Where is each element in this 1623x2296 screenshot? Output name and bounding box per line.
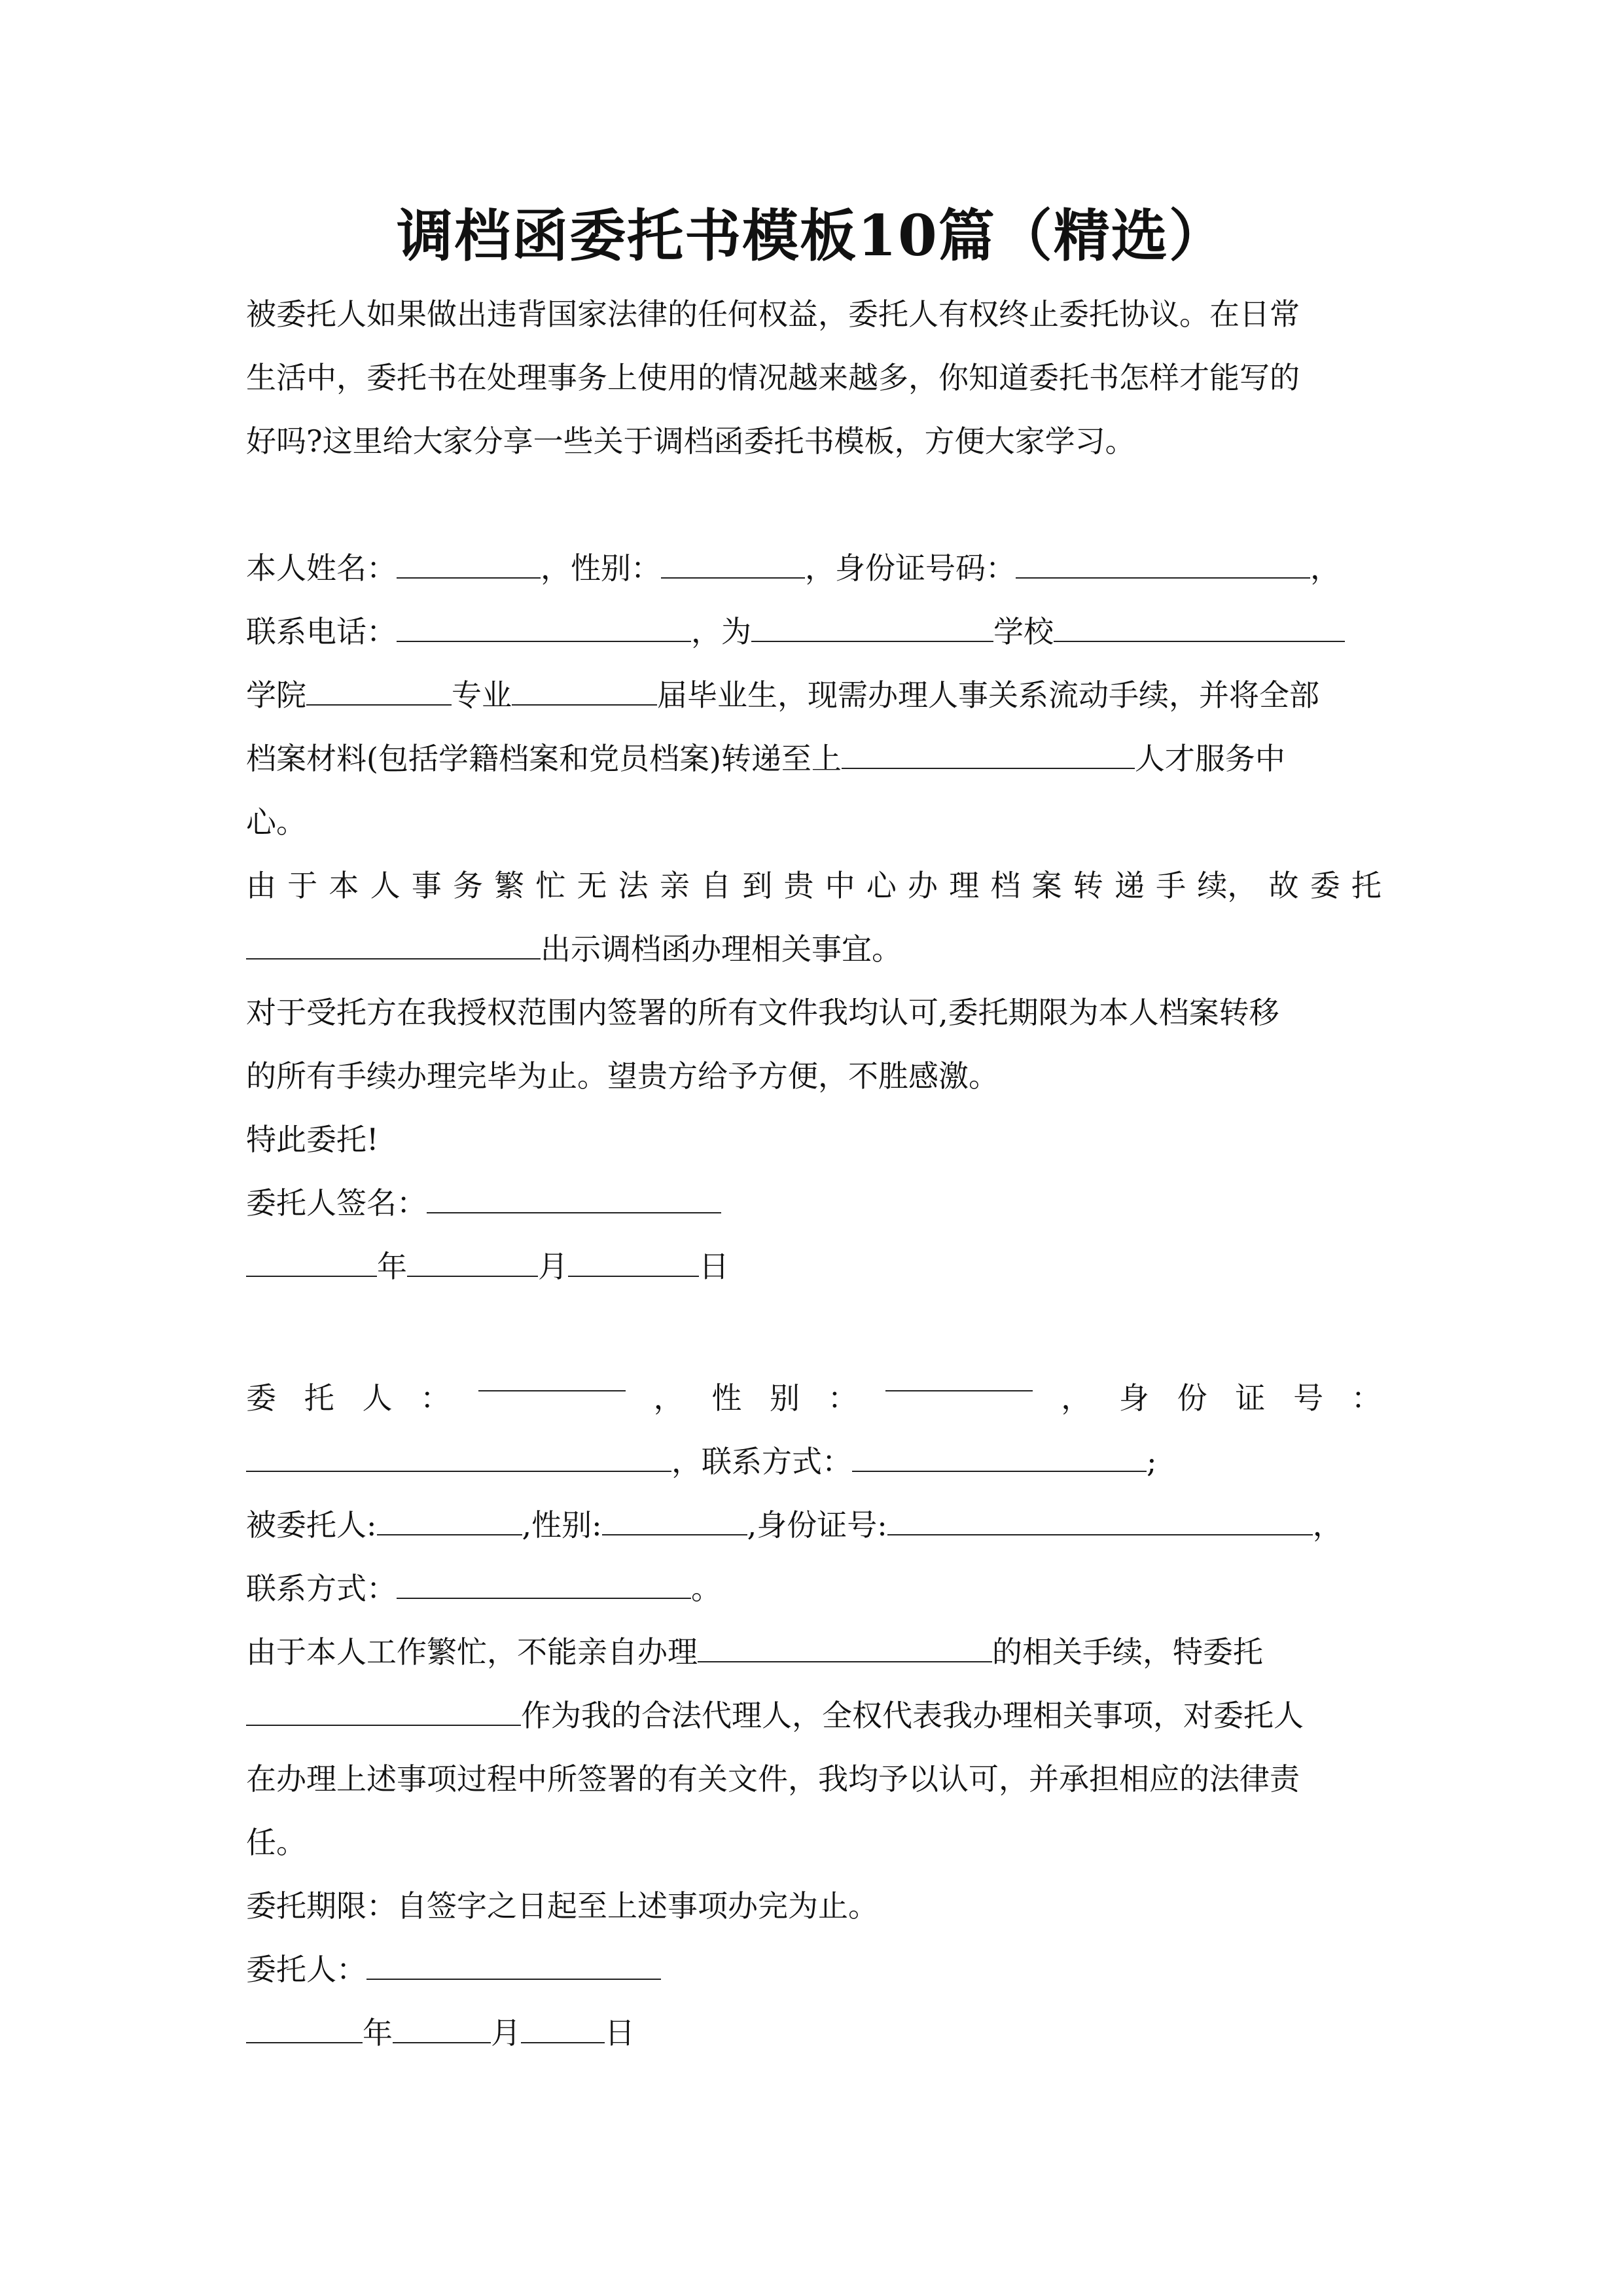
busy-char: 续， (1197, 868, 1258, 903)
client-line-char: ： (827, 1380, 858, 1416)
date-line (246, 1235, 1382, 1299)
college-blank (1054, 617, 1345, 642)
busy-char: 于 (287, 868, 318, 903)
client-line-char: 份 (1177, 1380, 1207, 1416)
contact2-blank (397, 1574, 691, 1599)
school-blank (751, 617, 993, 642)
agent-line (246, 1494, 1382, 1557)
intro-line: 生活中，委托书在处理事务上使用的情况越来越多，你知道委托书怎样才能写的 (246, 360, 1300, 395)
signature-label: 委托人签名： (246, 1185, 427, 1221)
agent-contact-line (246, 1557, 1382, 1621)
agent-id-blank (887, 1511, 1313, 1535)
busy-char: 办 (908, 868, 938, 903)
contact-line (246, 1430, 1382, 1494)
busy-char: 案 (1031, 868, 1062, 903)
busy-line (246, 854, 1382, 918)
archive-text: 档案材料(包括学籍档案和党员档案)转递至上 (246, 741, 842, 776)
busy-char: 法 (618, 868, 649, 903)
responsibility-end-line: 任。 (246, 1825, 306, 1860)
busy-char: 自 (701, 868, 732, 903)
trustee-blank (246, 935, 541, 960)
busy-char: 理 (949, 868, 980, 903)
client-line-char: ： (420, 1380, 451, 1416)
document-title: 调档函委托书模板10篇（精选） (397, 203, 1226, 269)
docs-line: 在办理上述事项过程中所签署的有关文件，我均予以认可，并承担相应的法律责 (246, 1761, 1300, 1797)
agent-blank (246, 1701, 521, 1726)
busy-char: 手 (1156, 868, 1186, 903)
client-line-char: 性 (711, 1380, 742, 1416)
name-label: 本人姓名： (246, 550, 397, 586)
contact-label: ，联系方式： (671, 1444, 852, 1479)
agent-label: 被委托人: (246, 1507, 377, 1543)
accept-line: 的所有手续办理完毕为止。望贵方给予方便，不胜感激。 (246, 1058, 999, 1094)
busy-char: 档 (990, 868, 1021, 903)
client-label: 委托人： (246, 1952, 366, 1987)
day-blank (568, 1252, 699, 1277)
client-sign-line (246, 1938, 1382, 2001)
show-letter-line (246, 918, 1382, 981)
year-label: 年 (363, 2015, 393, 2051)
day-label: 日 (699, 1249, 729, 1284)
client-line-char: 别 (770, 1380, 800, 1416)
month-label: 月 (538, 1249, 568, 1284)
letter-two (246, 1367, 1382, 2065)
agent-id-label: ,身份证号: (747, 1507, 887, 1543)
client-line-char: 委 (246, 1380, 276, 1416)
busy-char: 事 (411, 868, 442, 903)
school-label: 学校 (993, 614, 1054, 649)
busy-char: 本 (329, 868, 359, 903)
accept-line: 对于受托方在我授权范围内签署的所有文件我均认可,委托期限为本人档案转移 (246, 995, 1279, 1030)
month-label: 月 (491, 2015, 521, 2051)
client-line-char: 人 (362, 1380, 393, 1416)
term-line: 委托期限：自签字之日起至上述事项办完为止。 (246, 1888, 878, 1924)
busy-char: 忙 (535, 868, 566, 903)
year-blank (246, 1252, 377, 1277)
busy-char: 无 (577, 868, 607, 903)
comma: ， (1312, 1507, 1343, 1543)
busy-char: 心 (866, 868, 897, 903)
client-line-char: 证 (1235, 1380, 1266, 1416)
major-blank (512, 681, 657, 706)
busy-char: 转 (1073, 868, 1103, 903)
client-name-blank (478, 1367, 626, 1391)
personal-info-line (246, 537, 1382, 600)
graduate-text: 届毕业生，现需办理人事关系流动手续，并将全部 (657, 677, 1319, 713)
intro-paragraph (246, 283, 1382, 473)
agent-gender-blank (602, 1511, 747, 1535)
college-name-blank (306, 681, 452, 706)
gender-label: ，性别： (541, 550, 661, 586)
day-label: 日 (605, 2015, 635, 2051)
client-line-char: ： (1351, 1380, 1382, 1416)
agent-auth-line (246, 1684, 1382, 1748)
client-line-char: ， (653, 1380, 684, 1416)
archive-line (246, 727, 1382, 791)
period: 。 (691, 1571, 721, 1606)
month-blank (393, 2018, 491, 2043)
busy-char: 务 (452, 868, 483, 903)
letter-one (246, 537, 1382, 1299)
center-blank (842, 744, 1135, 769)
client-line-char: 托 (304, 1380, 334, 1416)
intro-line: 被委托人如果做出违背国家法律的任何权益，委托人有权终止委托协议。在日常 (246, 296, 1300, 332)
semicolon: ; (1147, 1444, 1157, 1479)
busy-char: 托 (1351, 868, 1382, 903)
busy-char: 由 (246, 868, 276, 903)
matter-blank (698, 1638, 992, 1662)
major-label: 专业 (452, 677, 512, 713)
month-blank (407, 1252, 538, 1277)
date-line (246, 2001, 1382, 2065)
year-blank (246, 2018, 363, 2043)
procedure-text: 的相关手续，特委托 (992, 1634, 1263, 1670)
client-id-blank (246, 1447, 671, 1472)
busy-line (246, 1621, 1382, 1684)
agent-auth-text: 作为我的合法代理人，全权代表我办理相关事项，对委托人 (521, 1698, 1304, 1733)
signature-blank (427, 1189, 721, 1213)
phone-line (246, 600, 1382, 664)
signature-line (246, 1172, 1382, 1235)
show-letter-text: 出示调档函办理相关事宜。 (541, 931, 902, 967)
client-line-char: 号 (1293, 1380, 1324, 1416)
id-label: ，身份证号码： (805, 550, 1016, 586)
busy-char: 中 (825, 868, 855, 903)
busy-char: 委 (1310, 868, 1340, 903)
gender-blank (661, 554, 805, 579)
intro-line: 好吗?这里给大家分享一些关于调档函委托书模板，方便大家学习。 (246, 423, 1135, 459)
busy-char: 繁 (494, 868, 525, 903)
contact2-label: 联系方式： (246, 1571, 397, 1606)
contact-blank (852, 1447, 1147, 1472)
id-blank (1016, 554, 1310, 579)
comma: ， (1310, 550, 1340, 586)
day-blank (521, 2018, 605, 2043)
hereby-line: 特此委托! (246, 1122, 379, 1157)
busy-char: 贵 (783, 868, 814, 903)
center-end-line: 心。 (246, 804, 306, 840)
client-line-char: 身 (1118, 1380, 1149, 1416)
client-line-char: ， (1061, 1380, 1092, 1416)
client-line (246, 1367, 1382, 1430)
college-label: 学院 (246, 677, 306, 713)
college-line (246, 664, 1382, 727)
for-label: ，为 (691, 614, 751, 649)
name-blank (397, 554, 541, 579)
year-label: 年 (377, 1249, 407, 1284)
busy-char: 递 (1114, 868, 1145, 903)
busy-char: 故 (1268, 868, 1299, 903)
busy-text: 由于本人工作繁忙，不能亲自办理 (246, 1634, 698, 1670)
busy-char: 人 (370, 868, 401, 903)
agent-gender-label: ,性别: (522, 1507, 602, 1543)
client-sign-blank (366, 1955, 661, 1980)
client-gender-blank (885, 1367, 1033, 1391)
phone-blank (397, 617, 691, 642)
busy-char: 亲 (659, 868, 690, 903)
busy-char: 到 (742, 868, 773, 903)
agent-name-blank (377, 1511, 522, 1535)
phone-label: 联系电话： (246, 614, 397, 649)
talent-center-text: 人才服务中 (1134, 741, 1285, 776)
